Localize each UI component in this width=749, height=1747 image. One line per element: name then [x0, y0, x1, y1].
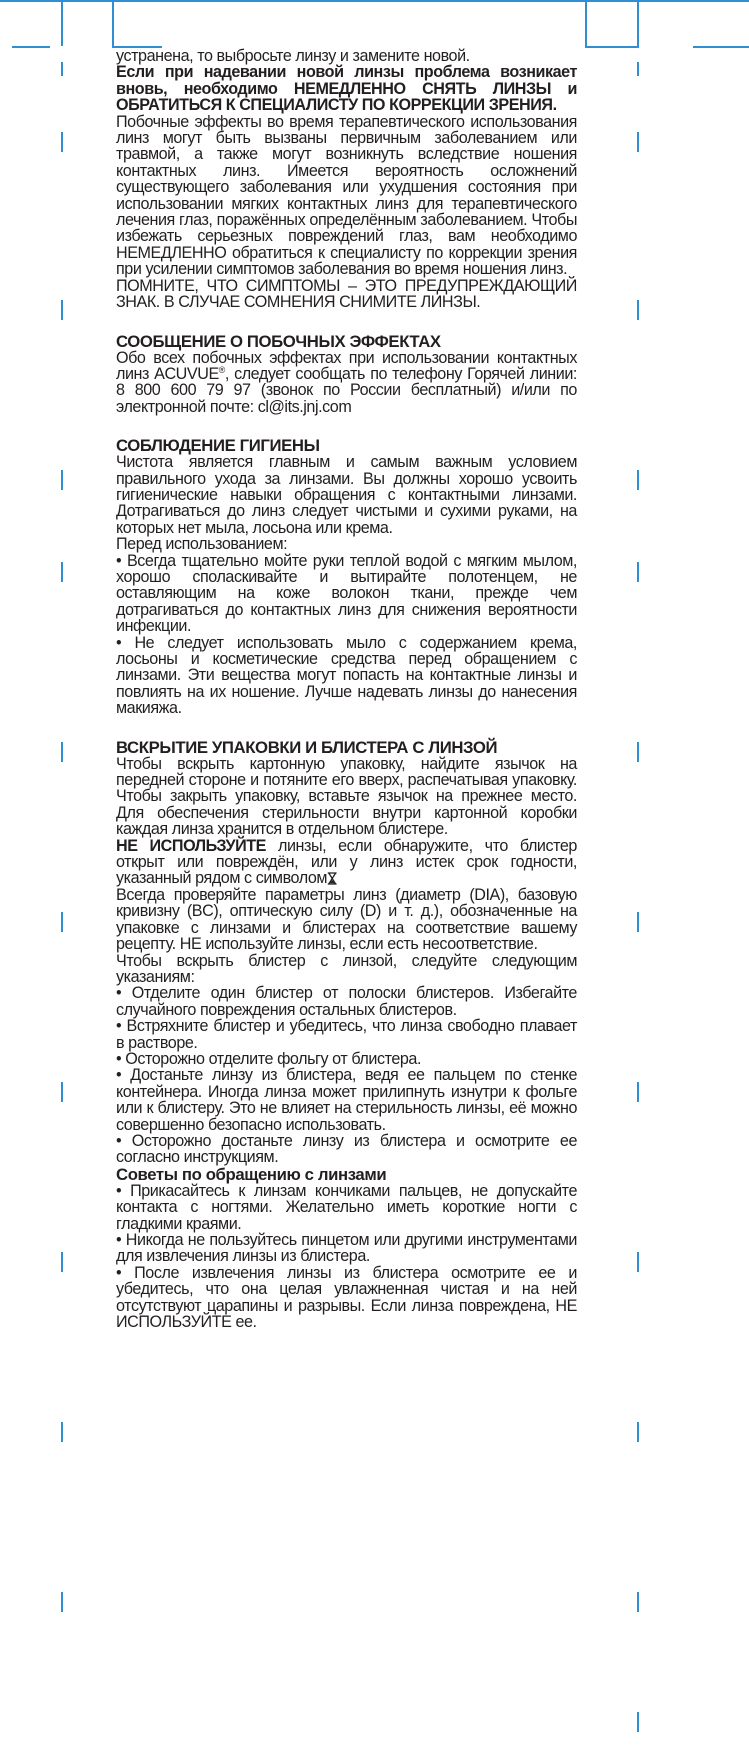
hourglass-icon [327, 872, 338, 885]
intro-warning [116, 64, 577, 113]
hygiene-bullet-1: • Всегда тщательно мойте руки теплой водой с мягким мылом, хорошо споласкивайте и вытирайте полотенцем, не оставляющим на коже волокон ткани, прежде чем дотрагиваться до контактных линз для снижения вероятности инфекции. [116, 551, 577, 636]
dash-right-11 [637, 1592, 639, 1612]
dash-right-10 [637, 1422, 639, 1442]
tips-bullet-1: • Прикасайтесь к линзам кончиками пальцев, не допускайте контакта с ногтями. Желательно иметь короткие ногти с гладкими краями. [116, 1181, 577, 1233]
side-effects-text [116, 350, 577, 416]
frame-line-left-inner [112, 0, 114, 46]
opening-bullet-3: • Осторожно отделите фольгу от блистера. [116, 1049, 422, 1068]
crop-mark-top-left [12, 46, 50, 48]
frame-line-right [585, 0, 587, 46]
intro-paragraph-2: Побочные эффекты во время терапевтического использования линз могут быть вызваны первичным заболеванием или травмой, а также могут возникнуть вследствие ношения контактных линз. Имеется вероятность осложнений существующего заболевания или ухудшения состояния при использовании мягких контактных линз для терапевтического лечения глаз, поражённых определённым заболеванием. Чтобы избежать серьезных повреждений глаз, вам необходимо НЕМЕДЛЕННО обратиться к специалисту по коррекции зрения при усилении симптомов заболевания во время ношения линз. [116, 112, 577, 279]
opening-bullet-2: • Встряхните блистер и убедитесь, что линза свободно плавает в растворе. [116, 1017, 577, 1052]
hygiene-paragraph-1: Чистота является главным и самым важным условием правильного ухода за линзами. Вы должны хорошо усвоить гигиенические навыки обращения с контактными линзами. Дотрагиваться до линз следует чистыми и сухими руками, на которых нет мыла, лосьона или крема. [116, 453, 577, 537]
dash-left-7 [61, 912, 63, 932]
hygiene-bullet-2: • Не следует использовать мыло с содержанием крема, лосьоны и косметические средства перед обращением с линзами. Эти вещества могут попасть на контактные линзы и повлиять на их ношение. Лучше надевать линзы до нанесения макияжа. [116, 633, 577, 718]
dash-left-2 [61, 132, 63, 152]
intro-paragraph-1: устранена, то выбросьте линзу и замените новой. [116, 47, 470, 65]
dash-right-8 [637, 1082, 639, 1102]
dash-left-8 [61, 1082, 63, 1102]
hygiene-before-use: Перед использованием: [116, 535, 288, 554]
dash-left-9 [61, 1252, 63, 1272]
dash-right-2 [637, 132, 639, 152]
tips-bullet-2: • Никогда не пользуйтесь пинцетом или другими инструментами для извлечения линзы из блистера. [116, 1231, 577, 1266]
opening-paragraph-3: Всегда проверяйте параметры линз (диаметр (DIA), базовую кривизну (BC), оптическую силу (D) и т. д.), обозначенные на упаковке с линзами и блистерах на соответствие вашему рецепту. НЕ используйте линзы, если есть несоответствие. [116, 885, 577, 954]
opening-bullet-1: • Отделите один блистер от полоски блистеров. Избегайте случайного повреждения остальных блистеров. [116, 984, 577, 1019]
opening-paragraph-2 [116, 838, 577, 887]
tips-bullet-3: • После извлечения линзы из блистера осмотрите ее и убедитесь, что она целая увлажненная чистая и на ней отсутствуют царапины и разрывы. Если линза повреждена, НЕ ИСПОЛЬЗУЙТЕ ее. [116, 1263, 577, 1332]
dash-left-3 [61, 300, 63, 320]
dash-left-4 [61, 470, 63, 490]
opening-paragraph-1: Чтобы вскрыть картонную упаковку, найдите язычок на передней стороне и потяните его вверх, распечатывая упаковку. Чтобы закрыть упаковку, вставьте язычок на прежнее место. Для обеспечения стерильности внутри картонной коробки каждая линза хранится в отдельном блистере. [116, 754, 577, 839]
tips-heading: Советы по обращению с линзами [116, 1164, 387, 1184]
opening-paragraph-2-rest: линзы, если обнаружите, что блистер открыт или повреждён, или у линз истек срок годности, указанный рядом с символом [116, 836, 577, 888]
side-effects-text-end: , следует сообщать по телефону Горячей линии: 8 800 600 79 97 (звонок по России бесплатный) и/или по электронной почте: cl@its.jnj.com [116, 364, 577, 416]
frame-line-right-outer [637, 0, 639, 46]
opening-heading: ВСКРЫТИЕ УПАКОВКИ И БЛИСТЕРА С ЛИНЗОЙ [116, 737, 498, 757]
dash-right-4 [637, 470, 639, 490]
side-effects-text-start: Обо всех побочных эффектах при использовании контактных линз ACUVUE [116, 348, 577, 383]
crop-mark-top-right-2 [693, 46, 749, 48]
dash-right-1 [637, 62, 639, 76]
warning-text: Если при надевании новой линзы проблема возникает вновь, необходимо НЕМЕДЛЕННО СНЯТЬ ЛИНЗЫ и ОБРАТИТЬСЯ К СПЕЦИАЛИСТУ ПО КОРРЕКЦИИ ЗРЕНИЯ. [116, 63, 577, 115]
dash-right-7 [637, 912, 639, 932]
do-not-use-lead: НЕ ИСПОЛЬЗУЙТЕ [116, 836, 266, 855]
dash-left-11 [61, 1592, 63, 1612]
crop-mark-top-right [585, 46, 639, 48]
dash-right-6 [637, 742, 639, 762]
frame-line-left [61, 0, 63, 46]
opening-bullet-5: • Осторожно достаньте линзу из блистера и осмотрите ее согласно инструкциям. [116, 1131, 577, 1167]
dash-right-12 [637, 1712, 639, 1732]
side-effects-heading: СООБЩЕНИЕ О ПОБОЧНЫХ ЭФФЕКТАХ [116, 331, 441, 351]
dash-left-5 [61, 562, 63, 582]
dash-right-9 [637, 1252, 639, 1272]
intro-reminder: ПОМНИТЕ, ЧТО СИМПТОМЫ – ЭТО ПРЕДУПРЕЖДАЮЩИЙ ЗНАК. В СЛУЧАЕ СОМНЕНИЯ СНИМИТЕ ЛИНЗЫ. [116, 276, 577, 312]
opening-paragraph-4: Чтобы вскрыть блистер с линзой, следуйте следующим указаниям: [116, 951, 577, 986]
opening-bullet-4: • Достаньте линзу из блистера, ведя ее пальцем по стенке контейнера. Иногда линза может прилипнуть изнутри к фольге или к блистеру. Это не влияет на стерильность линзы, её можно совершенно безопасно использовать. [116, 1066, 577, 1134]
dash-left-1 [61, 62, 63, 76]
dash-right-3 [637, 300, 639, 320]
registered-mark: ® [218, 364, 225, 375]
dash-left-6 [61, 742, 63, 762]
leaflet-text-column [116, 48, 577, 1330]
hygiene-heading: СОБЛЮДЕНИЕ ГИГИЕНЫ [116, 436, 320, 456]
dash-left-10 [61, 1422, 63, 1442]
dash-right-5 [637, 562, 639, 582]
